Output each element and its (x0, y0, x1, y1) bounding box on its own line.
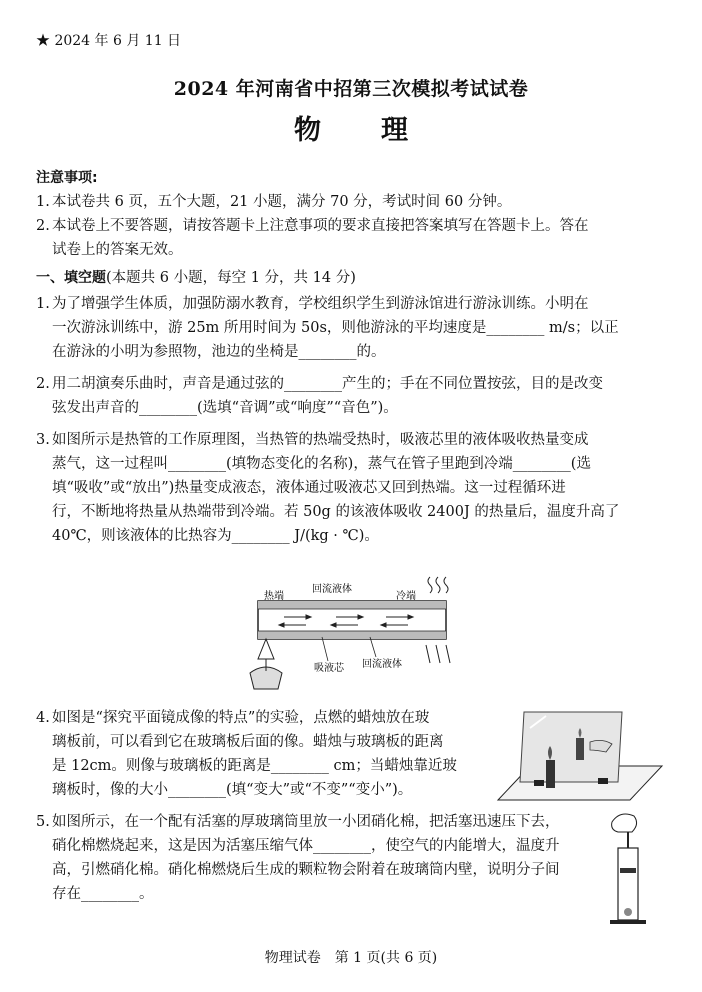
question-line: 如图是“探究平面镜成像的特点”的实验，点燃的蜡烛放在玻 (52, 710, 430, 726)
note-line: 本试卷上不要答题，请按答题卡上注意事项的要求直接把答案填写在答题卡上。答在 (52, 218, 589, 234)
question-4 (36, 706, 496, 802)
question-number: 5. (36, 814, 50, 830)
question-line: 存在________。 (52, 886, 154, 902)
subject-char-1: 物 (294, 115, 321, 146)
notes-heading: 注意事项: (36, 170, 98, 186)
section-heading (36, 266, 666, 290)
exam-date: ★ 2024 年 6 月 11 日 (36, 33, 182, 49)
label-hot-end: 热端 (264, 591, 284, 602)
lit-candle (546, 760, 555, 788)
page-footer: 物理试卷 第 1 页(共 6 页) (264, 950, 438, 966)
question-line: 如图所示是热管的工作原理图，当热管的热端受热时，吸液芯里的液体吸收热量变成 (52, 432, 589, 448)
note-line: 试卷上的答案无效。 (52, 242, 183, 258)
notes-section (36, 166, 666, 262)
question-number: 2. (36, 376, 50, 392)
question-line: 在游泳的小明为参照物，池边的坐椅是________的。 (52, 344, 386, 360)
label-return-liquid-top: 回流液体 (312, 584, 352, 595)
question-3 (36, 428, 666, 548)
piston-cylinder-diagram (604, 810, 654, 926)
question-2 (36, 372, 666, 420)
note-item (36, 214, 666, 262)
note-line: 本试卷共 6 页，五个大题，21 小题，满分 70 分，考试时间 60 分钟。 (52, 194, 512, 210)
alcohol-lamp (250, 639, 282, 689)
unlit-candle (576, 738, 584, 760)
question-number: 3. (36, 432, 50, 448)
note-number: 2. (36, 218, 50, 234)
section-note: (本题共 6 小题，每空 1 分，共 14 分) (106, 270, 356, 286)
question-line: 为了增强学生体质，加强防溺水教育，学校组织学生到游泳馆进行游泳训练。小明在 (52, 296, 589, 312)
question-line: 高，引燃硝化棉。硝化棉燃烧后生成的颗粒物会附着在玻璃筒内壁，说明分子间 (52, 862, 560, 878)
question-line: 如图所示，在一个配有活塞的厚玻璃筒里放一小团硝化棉，把活塞迅速压下去， (52, 814, 560, 830)
label-wick: 吸液芯 (314, 663, 344, 674)
plane-mirror-diagram (494, 708, 664, 804)
question-line: 蒸气，这一过程叫________(填物态变化的名称)，蒸气在管子里跑到冷端________(选 (52, 456, 591, 472)
question-line: 硝化棉燃烧起来，这是因为活塞压缩气体________，使空气的内能增大，温度升 (52, 838, 560, 854)
subject-char-2: 理 (381, 115, 408, 146)
question-5 (36, 810, 616, 906)
question-line: 璃板前，可以看到它在玻璃板后面的像。蜡烛与玻璃板的距离 (52, 734, 444, 750)
question-line: 40℃，则该液体的比热容为________ J/(kg · ℃)。 (52, 528, 379, 544)
label-cold-end: 冷端 (396, 591, 416, 602)
exam-title: 2024 年河南省中招第三次模拟考试试卷 (173, 78, 529, 100)
question-number: 4. (36, 710, 50, 726)
question-1 (36, 292, 666, 364)
note-item (36, 190, 666, 214)
question-line: 行，不断地将热量从热端带到冷端。若 50g 的该液体吸收 2400J 的热量后，温度升高了 (52, 504, 620, 520)
question-line: 是 12cm。则像与玻璃板的距离是________ cm；当蜡烛靠近玻 (52, 758, 457, 774)
question-line: 填“吸收”或“放出”)热量变成液态，液体通过吸液芯又回到热端。这一过程循环进 (52, 480, 566, 496)
question-line: 弦发出声音的________(选填“音调”或“响度”“音色”)。 (52, 400, 398, 416)
cylinder-base (610, 920, 646, 924)
pipe-wall-top (258, 601, 446, 609)
hand-pressing (612, 814, 637, 832)
pipe-wall-bottom (258, 631, 446, 639)
label-return-liquid-bottom: 回流液体 (362, 659, 402, 670)
subject-title (0, 108, 702, 147)
question-5-block (36, 810, 616, 906)
question-4-block (36, 706, 496, 802)
question-line: 璃板时，像的大小________(填“变大”或“不变”“变小”)。 (52, 782, 413, 798)
piston (620, 868, 636, 873)
question-line: 用二胡演奏乐曲时，声音是通过弦的________产生的；手在不同位置按弦，目的是改变 (52, 376, 603, 392)
section-title: 一、填空题 (36, 270, 106, 286)
heat-pipe-diagram (236, 575, 472, 697)
nitrocellulose (624, 908, 632, 916)
question-number: 1. (36, 296, 50, 312)
note-number: 1. (36, 194, 50, 210)
questions-top (36, 292, 666, 548)
question-line: 一次游泳训练中，游 25m 所用时间为 50s，则他游泳的平均速度是________ m/s；以正 (52, 320, 619, 336)
